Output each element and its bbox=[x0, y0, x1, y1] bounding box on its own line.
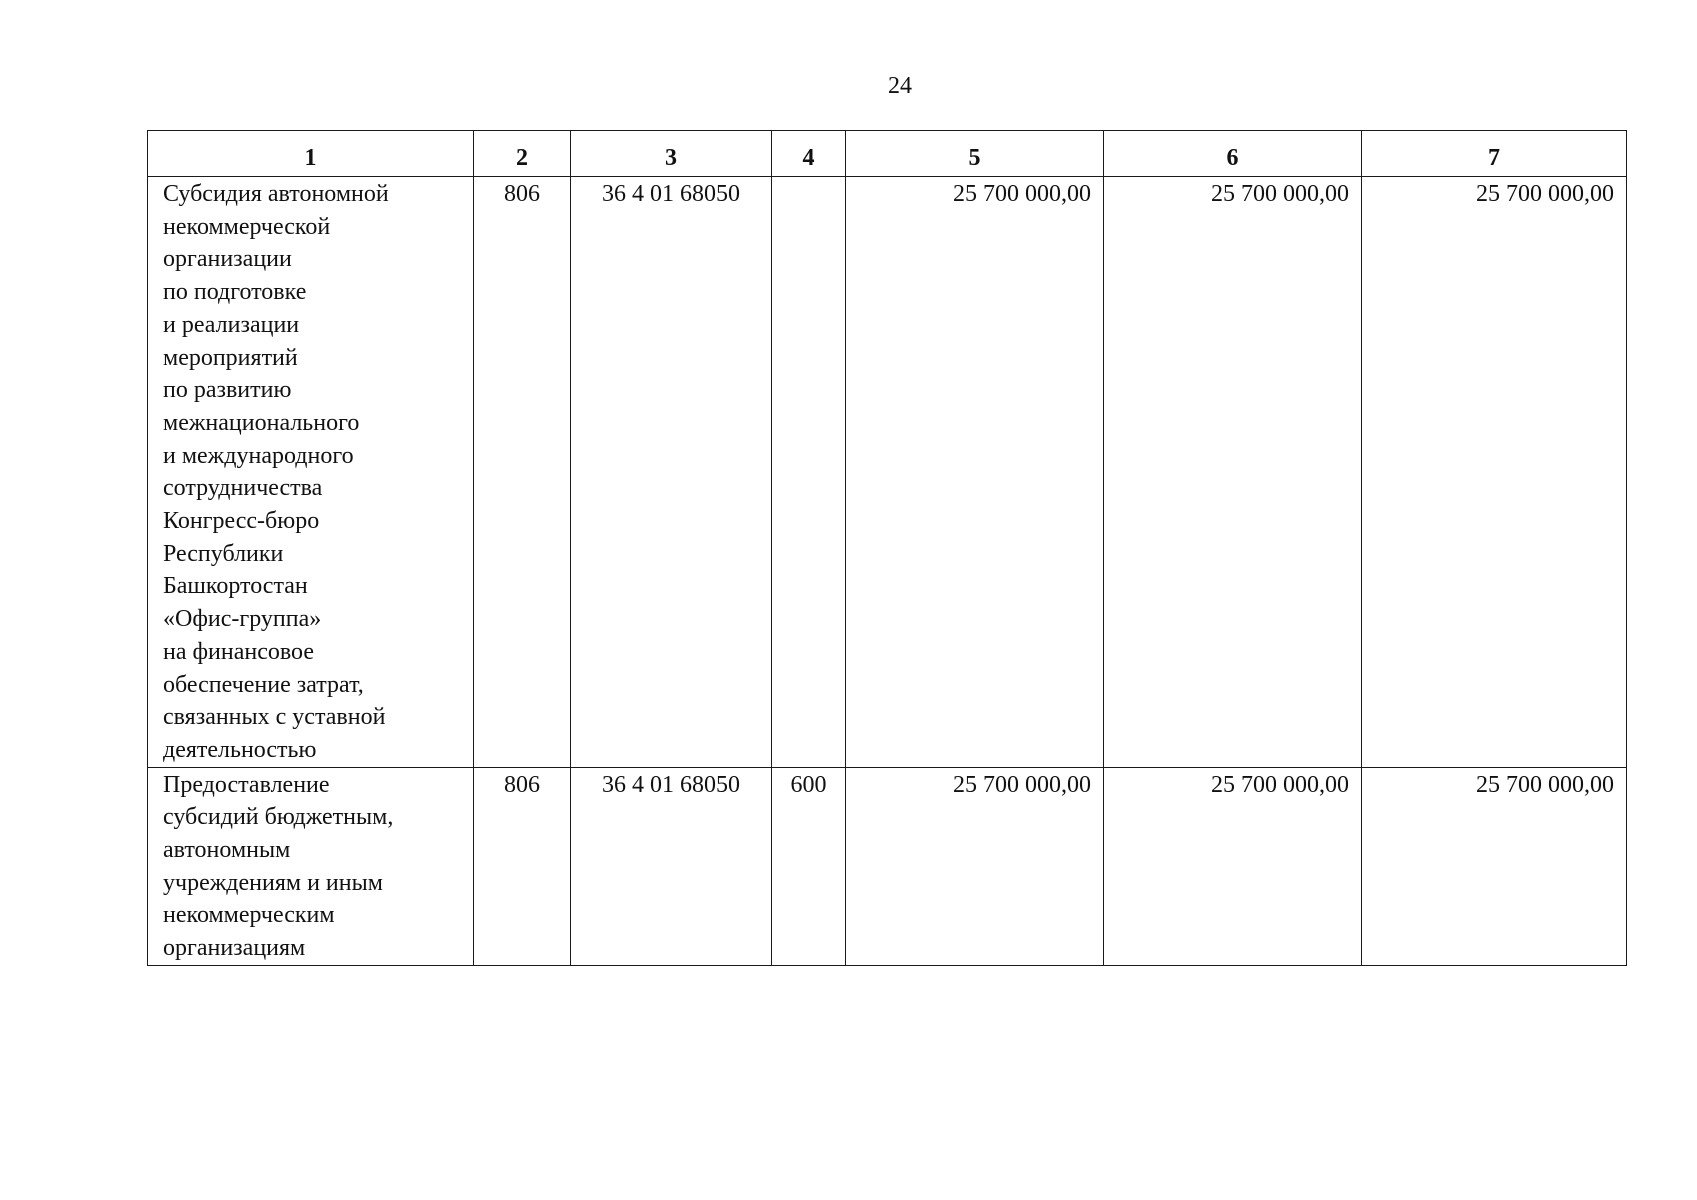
table-row bbox=[148, 177, 1627, 768]
row-amount-3: 25 700 000,00 bbox=[1362, 177, 1627, 768]
row-amount-1: 25 700 000,00 bbox=[846, 767, 1104, 965]
column-header-3: 3 bbox=[571, 131, 772, 177]
row-expense-type: 600 bbox=[772, 767, 846, 965]
row-code: 806 bbox=[474, 177, 571, 768]
row-description: Субсидия автономной некоммерческой организации по подготовке и реализации мероприятий по развитию межнационального и международного сотрудничества Конгресс-бюро Республики Башкортостан «Офис-группа» на финансовое обеспечение затрат, связанных с уставной деятельностью bbox=[148, 177, 474, 768]
budget-table bbox=[147, 130, 1627, 966]
column-header-2: 2 bbox=[474, 131, 571, 177]
table-row bbox=[148, 767, 1627, 965]
row-code: 806 bbox=[474, 767, 571, 965]
row-amount-2: 25 700 000,00 bbox=[1104, 767, 1362, 965]
row-description: Предоставление субсидий бюджетным, автономным учреждениям и иным некоммерческим организациям bbox=[148, 767, 474, 965]
column-header-6: 6 bbox=[1104, 131, 1362, 177]
column-header-4: 4 bbox=[772, 131, 846, 177]
page-number: 24 bbox=[888, 73, 912, 99]
column-header-1: 1 bbox=[148, 131, 474, 177]
row-amount-1: 25 700 000,00 bbox=[846, 177, 1104, 768]
row-amount-3: 25 700 000,00 bbox=[1362, 767, 1627, 965]
row-target-article: 36 4 01 68050 bbox=[571, 177, 772, 768]
row-expense-type bbox=[772, 177, 846, 768]
row-amount-2: 25 700 000,00 bbox=[1104, 177, 1362, 768]
column-header-5: 5 bbox=[846, 131, 1104, 177]
column-header-7: 7 bbox=[1362, 131, 1627, 177]
header-row bbox=[148, 131, 1627, 177]
row-target-article: 36 4 01 68050 bbox=[571, 767, 772, 965]
